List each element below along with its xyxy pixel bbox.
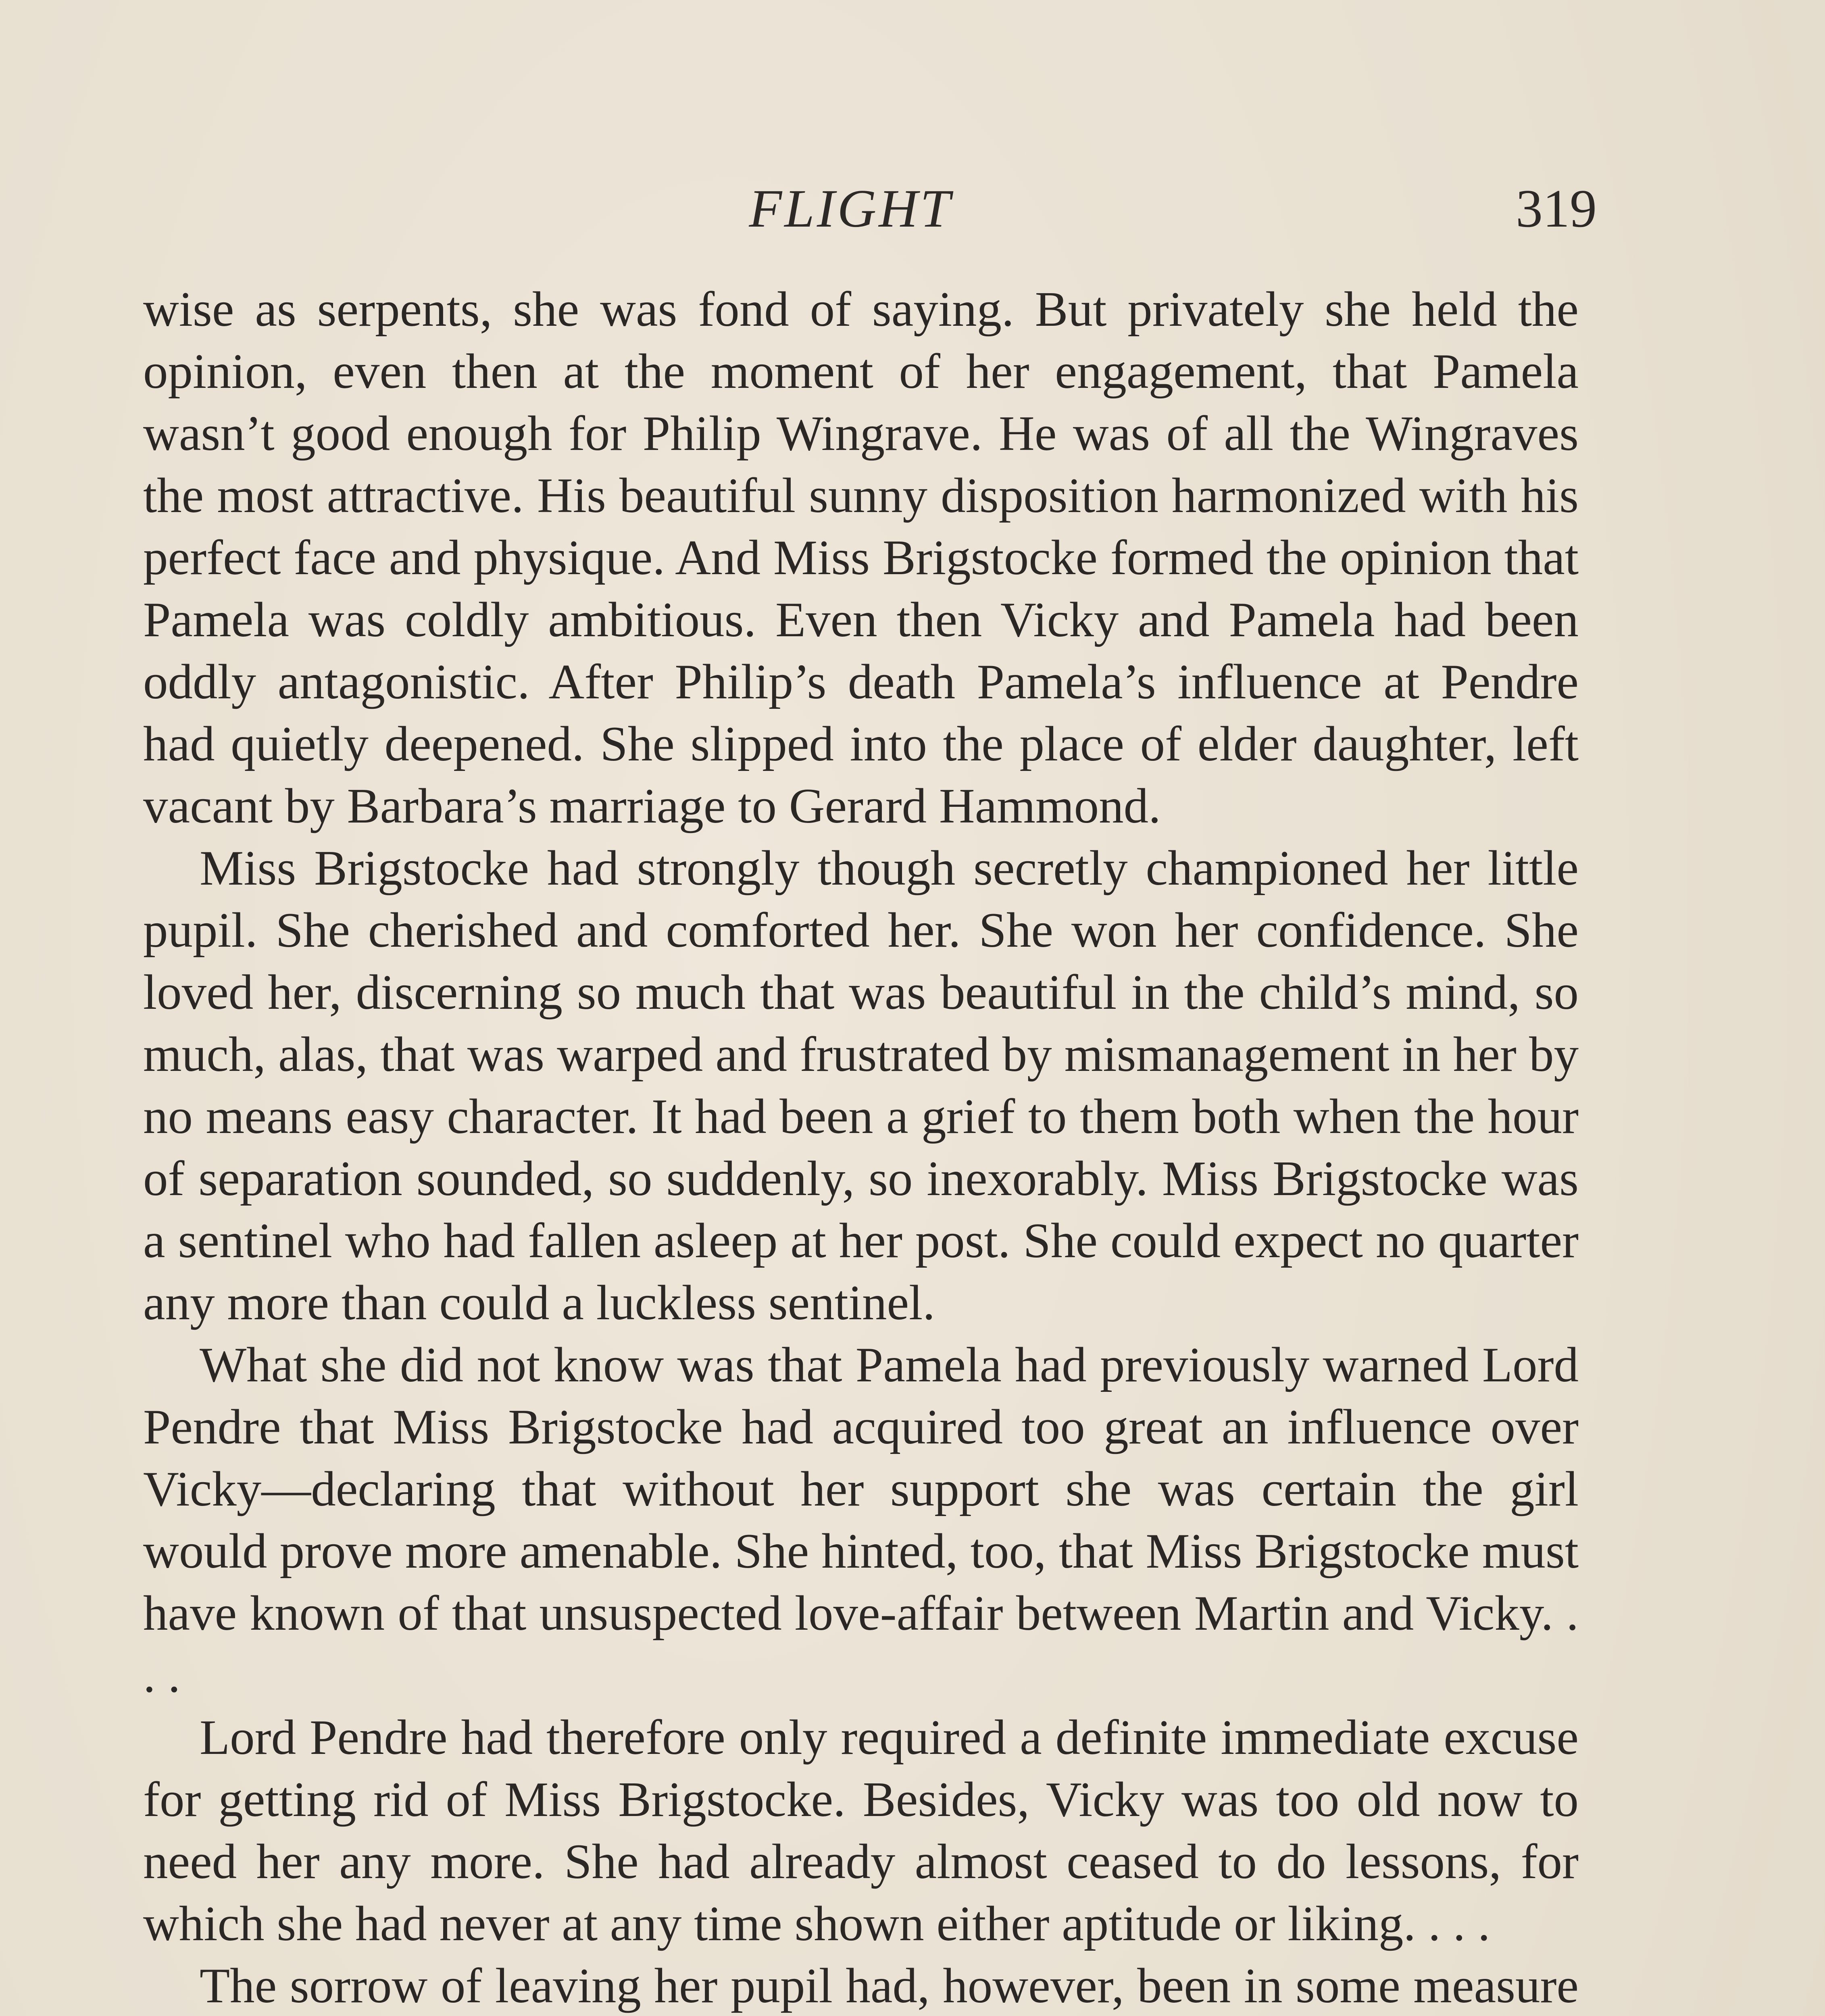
page-number: 319 (1516, 179, 1597, 238)
page-header (0, 177, 1825, 258)
paragraph-1: wise as serpents, she was fond of saying. But privately she held the opinion, even then at the moment of her engagement, that Pamela wasn’t good enough for Philip Wingrave. He was of all the Wingraves the most attractive. His beautiful sunny disposition harmonized with his perfect face and physique. And Miss Brigstocke formed the opinion that Pamela was coldly ambitious. Even then Vicky and Pamela had been oddly antagonistic. After Philip’s death Pamela’s influence at Pendre had quietly deepened. She slipped into the place of elder daughter, left vacant by Barbara’s marriage to Gerard Hammond. (143, 281, 1579, 833)
body-text (143, 278, 1579, 2016)
paragraph-4: Lord Pendre had therefore only required a definite immediate excuse for getting rid of Miss Brigstocke. Besides, Vicky was too old now to need her any more. She had already almost ceased to do lessons, for which she had never at any time shown either aptitude or liking. . . . (143, 1710, 1579, 1951)
paragraph-5: The sorrow of leaving her pupil had, however, been in some measure (200, 1958, 1579, 2013)
running-head: FLIGHT (749, 179, 953, 238)
paragraph-3: What she did not know was that Pamela had previously warned Lord Pendre that Miss Brigstocke had acquired too great an influence over Vicky—declaring that without her support she was certain the girl would prove more amenable. She hinted, too, that Miss Brigstocke must have known of that unsuspected love-affair between Martin and Vicky. . . . (143, 1337, 1579, 1703)
paragraph-2: Miss Brigstocke had strongly though secretly championed her little pupil. She cherished and comforted her. She won her confidence. She loved her, discerning so much that was beautiful in the child’s mind, so much, alas, that was warped and frustrated by mismanagement in her by no means easy character. It had been a grief to them both when the hour of separation sounded, so suddenly, so inexorably. Miss Brigstocke was a sentinel who had fallen asleep at her post. She could expect no quarter any more than could a luckless sentinel. (143, 840, 1579, 1330)
